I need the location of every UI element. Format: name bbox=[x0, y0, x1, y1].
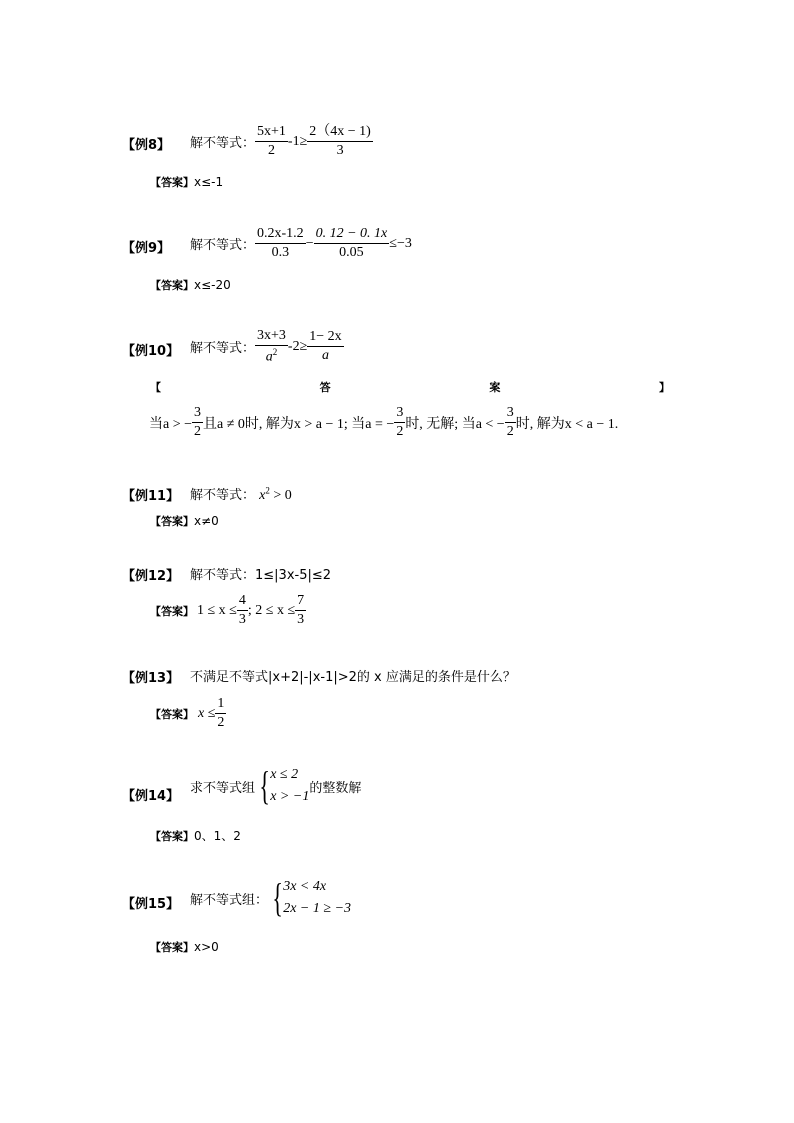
example-9-question bbox=[190, 226, 412, 261]
system-row: 3x < 4x bbox=[283, 879, 327, 894]
example-9-fraction-2 bbox=[314, 226, 390, 261]
numerator: 3x+3 bbox=[255, 328, 288, 346]
left-brace: { bbox=[272, 875, 283, 920]
answer-value: x≤-20 bbox=[194, 278, 231, 292]
denominator: 2 bbox=[194, 424, 202, 440]
numerator: 3 bbox=[505, 405, 516, 423]
system-row: 2x − 1 ≥ −3 bbox=[283, 901, 352, 916]
answer-value: x≤-1 bbox=[194, 175, 224, 189]
numerator: 3 bbox=[192, 405, 203, 423]
answer-label-char: 答 bbox=[319, 381, 331, 394]
answer-text: x ≤ bbox=[198, 705, 216, 721]
denominator: a bbox=[321, 348, 329, 364]
answer-label-char: 【 bbox=[150, 381, 161, 394]
answer-label-char: 】 bbox=[658, 381, 670, 394]
operator: − bbox=[305, 235, 314, 251]
denominator bbox=[264, 346, 280, 366]
answer-label: 【答案】 bbox=[150, 830, 194, 843]
example-15-tag: 【例15】 bbox=[122, 897, 180, 912]
example-11-answer bbox=[150, 513, 219, 529]
answer-label: 【答案】 bbox=[150, 279, 194, 292]
answer-label-char: 案 bbox=[489, 381, 501, 394]
answer-text: ; 2 ≤ x ≤ bbox=[247, 602, 296, 618]
denominator-exponent: 2 bbox=[272, 347, 278, 358]
example-15-question bbox=[190, 876, 351, 920]
example-10-tag: 【例10】 bbox=[122, 344, 180, 359]
denominator: 3 bbox=[336, 143, 344, 159]
numerator: 1− 2x bbox=[307, 329, 343, 347]
denominator: 2 bbox=[217, 715, 225, 731]
example-8-prompt: 解不等式： bbox=[190, 136, 256, 152]
left-brace: { bbox=[259, 763, 270, 808]
denominator: 0.05 bbox=[339, 245, 364, 261]
operator: -1≥ bbox=[287, 133, 308, 149]
example-15-prompt: 解不等式组： bbox=[190, 892, 269, 908]
answer-fraction bbox=[237, 593, 248, 628]
numerator: 2（4x − 1) bbox=[307, 124, 373, 142]
system-row: x > −1 bbox=[270, 789, 310, 804]
example-13-prompt: 不满足不等式|x+2|-|x-1|>2的 x 应满足的条件是什么？ bbox=[190, 670, 516, 685]
answer-fraction bbox=[295, 593, 306, 628]
expression-exponent: 2 bbox=[265, 485, 270, 496]
example-13-answer bbox=[150, 696, 226, 731]
example-8-fraction-1 bbox=[255, 124, 288, 159]
example-10-fraction-2 bbox=[307, 329, 343, 364]
numerator: 1 bbox=[215, 696, 226, 714]
example-9-prompt: 解不等式： bbox=[190, 238, 256, 254]
inequality-system bbox=[270, 764, 309, 808]
example-12-answer bbox=[150, 593, 306, 628]
answer-text: 当a > − bbox=[149, 416, 193, 432]
example-13-tag: 【例13】 bbox=[122, 671, 180, 686]
example-14-answer bbox=[150, 827, 241, 844]
example-14-tag: 【例14】 bbox=[122, 789, 180, 804]
answer-fraction bbox=[505, 405, 516, 440]
answer-value: x≠0 bbox=[194, 514, 219, 528]
answer-text: 时, 无解; 当a < − bbox=[405, 416, 505, 432]
answer-fraction bbox=[192, 405, 203, 440]
answer-value: x>0 bbox=[194, 940, 219, 954]
answer-label: 【答案】 bbox=[150, 707, 194, 721]
answer-text: 1 ≤ x ≤ bbox=[197, 602, 237, 618]
example-10-fraction-1 bbox=[255, 328, 288, 366]
system-row: x ≤ 2 bbox=[270, 767, 299, 782]
example-15-answer bbox=[150, 939, 219, 955]
denominator: 3 bbox=[238, 612, 246, 628]
denominator-base: a bbox=[265, 349, 273, 365]
expression-base: x bbox=[259, 488, 266, 503]
denominator: 3 bbox=[297, 612, 305, 628]
example-14-prompt-tail: 的整数解 bbox=[309, 780, 362, 796]
operator: ≤−3 bbox=[389, 235, 412, 251]
example-14-question bbox=[190, 764, 361, 808]
denominator: 2 bbox=[396, 424, 404, 440]
example-9-tag: 【例9】 bbox=[122, 241, 171, 256]
denominator: 0.3 bbox=[271, 245, 290, 261]
example-12-prompt: 解不等式：1≤|3x-5|≤2 bbox=[190, 568, 332, 583]
answer-label: 【答案】 bbox=[150, 515, 194, 528]
example-8-question bbox=[190, 124, 373, 159]
example-9-fraction-1 bbox=[255, 226, 306, 261]
numerator: 3 bbox=[394, 405, 405, 423]
example-10-prompt: 解不等式： bbox=[190, 341, 256, 357]
denominator: 2 bbox=[267, 143, 275, 159]
answer-label: 【答案】 bbox=[150, 604, 194, 618]
answer-label: 【答案】 bbox=[150, 941, 194, 954]
numerator: 5x+1 bbox=[255, 124, 288, 142]
numerator: 4 bbox=[237, 593, 248, 611]
example-8-tag: 【例8】 bbox=[122, 138, 171, 153]
answer-value: 0、1、2 bbox=[194, 829, 241, 843]
denominator: 2 bbox=[506, 424, 514, 440]
example-11-tag: 【例11】 bbox=[122, 489, 180, 504]
answer-text: 且a ≠ 0时, 解为x > a − 1; 当a = − bbox=[203, 416, 395, 432]
example-8-fraction-2 bbox=[307, 124, 373, 159]
numerator: 7 bbox=[295, 593, 306, 611]
example-9-answer bbox=[150, 277, 231, 293]
example-10-answer bbox=[149, 405, 618, 440]
operator: -2≥ bbox=[287, 338, 308, 354]
answer-fraction bbox=[215, 696, 226, 731]
example-10-answer-label bbox=[150, 379, 670, 395]
numerator: 0. 12 − 0. 1x bbox=[314, 226, 390, 244]
example-11-prompt: 解不等式： bbox=[190, 488, 256, 503]
example-12-tag: 【例12】 bbox=[122, 569, 180, 584]
answer-fraction bbox=[394, 405, 405, 440]
inequality-system bbox=[283, 876, 351, 920]
answer-label: 【答案】 bbox=[150, 176, 194, 189]
example-14-prompt: 求不等式组 bbox=[190, 780, 256, 796]
example-10-question bbox=[190, 328, 344, 366]
expression-tail: > 0 bbox=[269, 488, 292, 503]
answer-text: 时, 解为x < a − 1. bbox=[515, 416, 619, 432]
example-11-question bbox=[190, 484, 292, 504]
numerator: 0.2x-1.2 bbox=[255, 226, 306, 244]
example-8-answer bbox=[150, 174, 223, 190]
